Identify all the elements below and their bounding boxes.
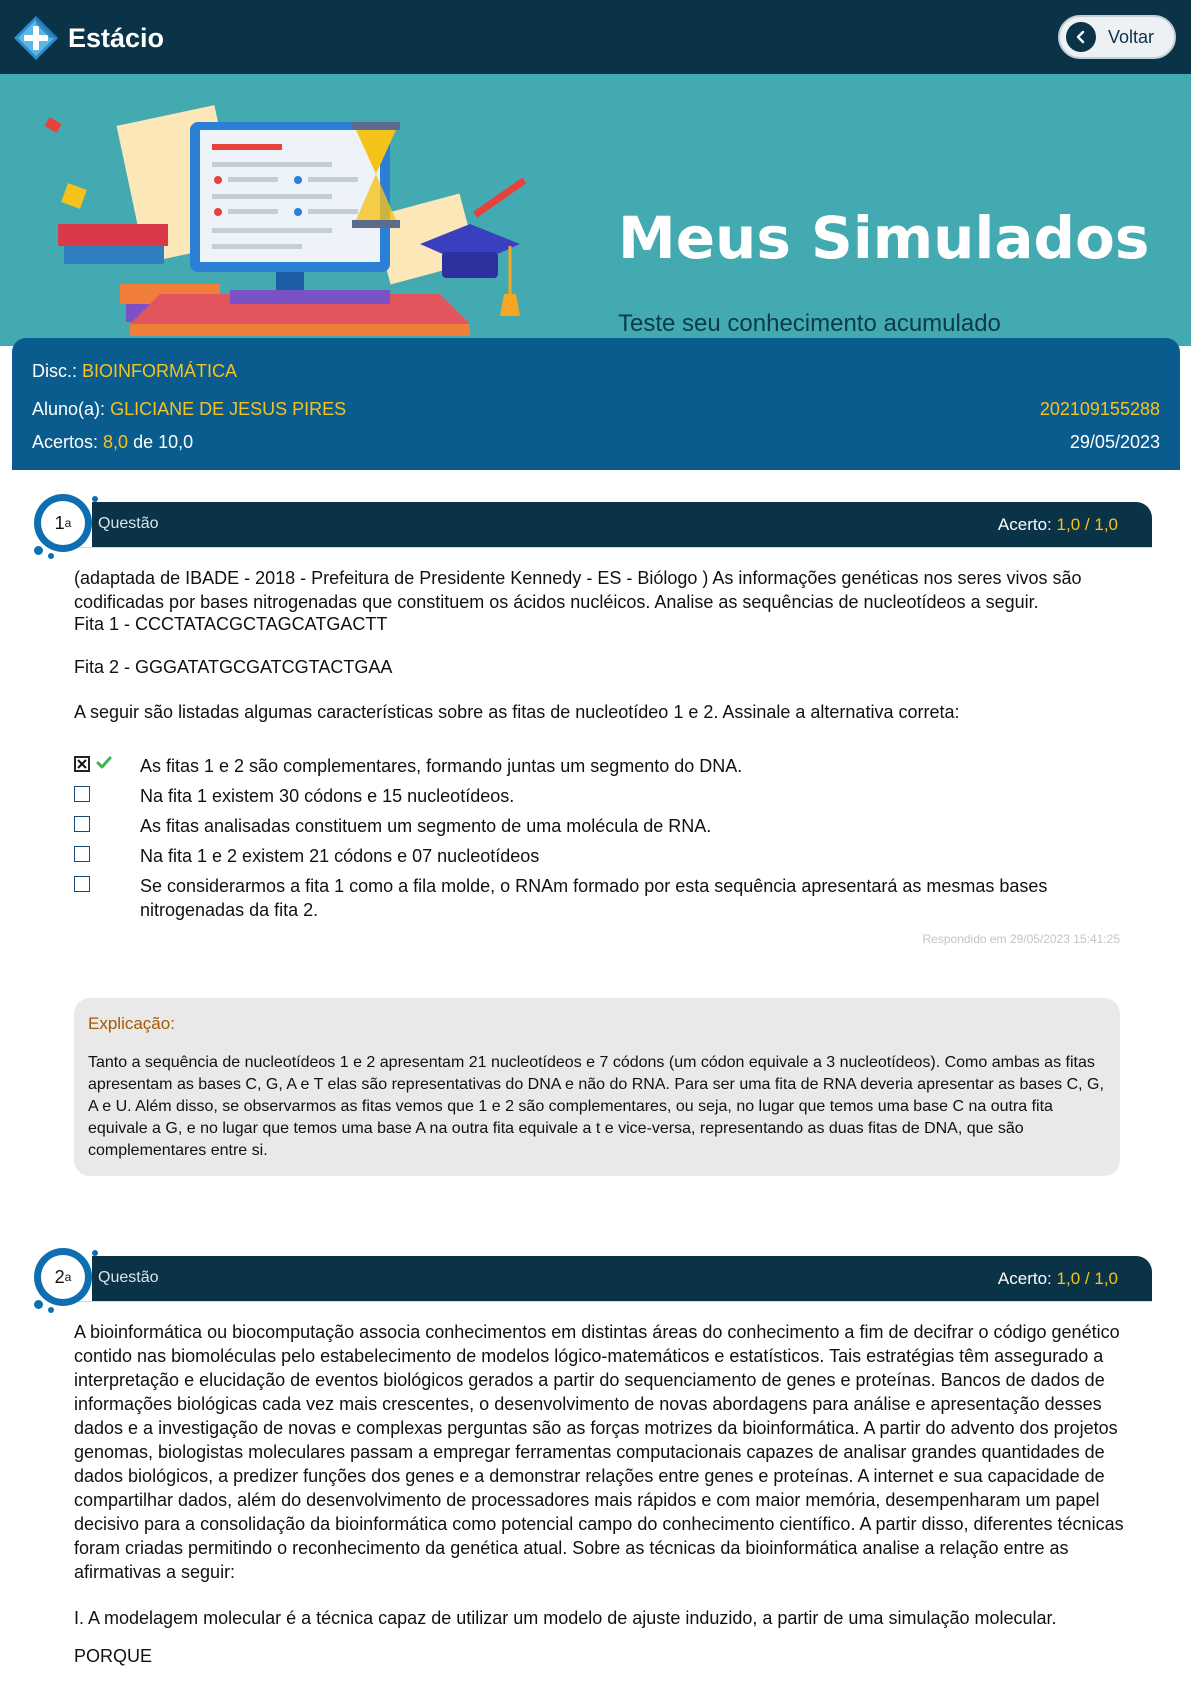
strand-2: Fita 2 - GGGATATGCGATCGTACTGAA bbox=[74, 657, 393, 677]
page-title: Meus Simulados bbox=[618, 204, 1150, 272]
score-got: 1,0 bbox=[1056, 1269, 1081, 1288]
decorative-bubble bbox=[34, 1300, 43, 1309]
score-label: Acerto: bbox=[997, 515, 1052, 534]
brand-name: Estácio bbox=[68, 22, 165, 53]
option-a-text: As fitas 1 e 2 são complementares, formando juntas um segmento do DNA. bbox=[140, 756, 743, 776]
discipline-label: Disc.: bbox=[32, 361, 77, 381]
page-subtitle: Teste seu conhecimento acumulado bbox=[618, 310, 1001, 337]
question-2-label: Questão bbox=[98, 1269, 159, 1286]
correct-check-icon bbox=[96, 756, 112, 770]
question-number: 2 bbox=[54, 1266, 65, 1287]
explanation-box bbox=[74, 998, 1120, 1176]
chevron-left-icon bbox=[1066, 22, 1096, 52]
question-2-divider bbox=[74, 1301, 1152, 1302]
question-ordinal: a bbox=[64, 516, 72, 530]
score-row bbox=[32, 432, 193, 453]
student-info-card bbox=[12, 338, 1180, 470]
question-1-number bbox=[41, 501, 85, 545]
decorative-bubble bbox=[34, 546, 43, 555]
option-b-text: Na fita 1 existem 30 códons e 15 nucleotídeos. bbox=[140, 786, 515, 806]
answered-timestamp: Respondido em 29/05/2023 15:41:25 bbox=[922, 932, 1120, 946]
checkbox-icon[interactable] bbox=[74, 816, 90, 832]
decorative-bubble bbox=[92, 496, 98, 502]
question-1-prompt: A seguir são listadas algumas características sobre as fitas de nucleotídeo 1 e 2. Assinale a alternativa correta: bbox=[74, 702, 960, 722]
back-button-label: Voltar bbox=[1108, 26, 1155, 47]
score-max: 1,0 bbox=[1094, 1269, 1118, 1288]
score-label: Acerto: bbox=[997, 1269, 1052, 1288]
score-separator: / bbox=[1084, 515, 1090, 534]
question-2-header bbox=[92, 1256, 1152, 1301]
decorative-bubble bbox=[48, 553, 54, 559]
selected-checkbox-icon[interactable] bbox=[74, 756, 90, 772]
question-1-text: (adaptada de IBADE - 2018 - Prefeitura de Presidente Kennedy - ES - Biólogo ) As informações genéticas nos seres vivos são codificadas por bases nitrogenadas que constituem os ácidos nucléicos. Analise as sequências de nucleotídeos a seguir. bbox=[74, 568, 1082, 612]
option-d-text: Na fita 1 e 2 existem 21 códons e 07 nucleotídeos bbox=[140, 846, 540, 866]
checkbox-icon[interactable] bbox=[74, 876, 90, 892]
checkbox-icon[interactable] bbox=[74, 846, 90, 862]
question-2-score bbox=[998, 1269, 1118, 1289]
explanation-title: Explicação: bbox=[88, 1014, 175, 1033]
student-label: Aluno(a): bbox=[32, 399, 106, 419]
top-bar bbox=[0, 0, 1191, 74]
checkbox-icon[interactable] bbox=[74, 786, 90, 802]
question-2-number bbox=[41, 1255, 85, 1299]
student-row bbox=[32, 399, 346, 420]
student-name: GLICIANE DE JESUS PIRES bbox=[110, 399, 347, 419]
question-1-badge bbox=[34, 494, 92, 552]
study-illustration-icon bbox=[40, 94, 580, 344]
hero-banner bbox=[0, 74, 1191, 346]
score-total: de 10,0 bbox=[133, 432, 194, 452]
discipline-value: BIOINFORMÁTICA bbox=[82, 361, 238, 381]
question-1-divider bbox=[74, 547, 1152, 548]
decorative-bubble bbox=[92, 1250, 98, 1256]
exam-date: 29/05/2023 bbox=[1069, 432, 1160, 452]
option-c-text: As fitas analisadas constituem um segmento de uma molécula de RNA. bbox=[140, 816, 712, 836]
connector-text: PORQUE bbox=[74, 1646, 153, 1666]
back-button[interactable] bbox=[1058, 15, 1176, 59]
question-number: 1 bbox=[54, 512, 65, 533]
score-got: 1,0 bbox=[1056, 515, 1081, 534]
question-1-label: Questão bbox=[98, 515, 159, 532]
score-value: 8,0 bbox=[103, 432, 129, 452]
question-1-score bbox=[998, 515, 1118, 535]
option-e-text: Se considerarmos a fita 1 como a fila molde, o RNAm formado por esta sequência apresentará as mesmas bases nitrogenadas da fita 2. bbox=[140, 876, 1048, 920]
estacio-logo-icon bbox=[12, 14, 60, 62]
score-separator: / bbox=[1084, 1269, 1090, 1288]
score-max: 1,0 bbox=[1094, 515, 1118, 534]
decorative-bubble bbox=[48, 1307, 54, 1313]
question-2-badge bbox=[34, 1248, 92, 1306]
question-ordinal: a bbox=[64, 1270, 72, 1284]
student-id: 202109155288 bbox=[1039, 399, 1160, 419]
explanation-text: Tanto a sequência de nucleotídeos 1 e 2 apresentam 21 nucleotídeos e 7 códons (um códon equivale a 3 nucleotídeos). Como ambas as fitas apresentam as bases C, G, A e T elas são representativas do DNA e não do RNA. Para ser uma fita de RNA deveria apresentar as bases C, G, A e U. Além disso, se observarmos as fitas vemos que 1 e 2 são complementares, ou seja, no lugar que temos uma base C na outra fita equivale a G, e no lugar que temos uma base A na outra fita equivale a t e vice-versa, representando as duas fitas de DNA, que são complementares entre si. bbox=[88, 1054, 1104, 1159]
estacio-logo[interactable] bbox=[12, 14, 164, 62]
score-label: Acertos: bbox=[32, 432, 99, 452]
statement-1: I. A modelagem molecular é a técnica capaz de utilizar um modelo de ajuste induzido, a partir de uma simulação molecular. bbox=[74, 1608, 1057, 1628]
question-2-text: A bioinformática ou biocomputação associa conhecimentos em distintas áreas do conhecimento a fim de decifrar o código genético contido nas biomoléculas pelo estabelecimento de modelos lógico-matemáticos e estatísticos. Tais estratégias têm assegurado a interpretação e elucidação de eventos biológicos gerados a partir do sequenciamento de genes e proteínas. Bancos de dados de informações biológicas cada vez mais crescentes, o desenvolvimento de novas abordagens para análise e apresentação desses dados e a investigação de novas e complexas perguntas são as forças motrizes da bioinformática. A partir do advento dos projetos genomas, biologistas moleculares passam a empregar ferramentas computacionais capazes de analisar grandes quantidades de dados biológicos, a predizer funções dos genes e a demonstrar relações entre genes e proteínas. A internet e sua capacidade de compartilhar dados, além do desenvolvimento de processadores mais rápidos e com maior memória, desempenharam um papel decisivo para a consolidação da bioinformática como potencial campo do conhecimento científico. A partir disso, diferentes técnicas foram criadas permitindo o reconhecimento da genética atual. Sobre as técnicas da bioinformática analise a relação entre as afirmativas a seguir: bbox=[74, 1322, 1124, 1582]
strand-1: Fita 1 - CCCTATACGCTAGCATGACTT bbox=[74, 614, 388, 634]
discipline-row bbox=[32, 361, 237, 382]
question-1-header bbox=[92, 502, 1152, 547]
